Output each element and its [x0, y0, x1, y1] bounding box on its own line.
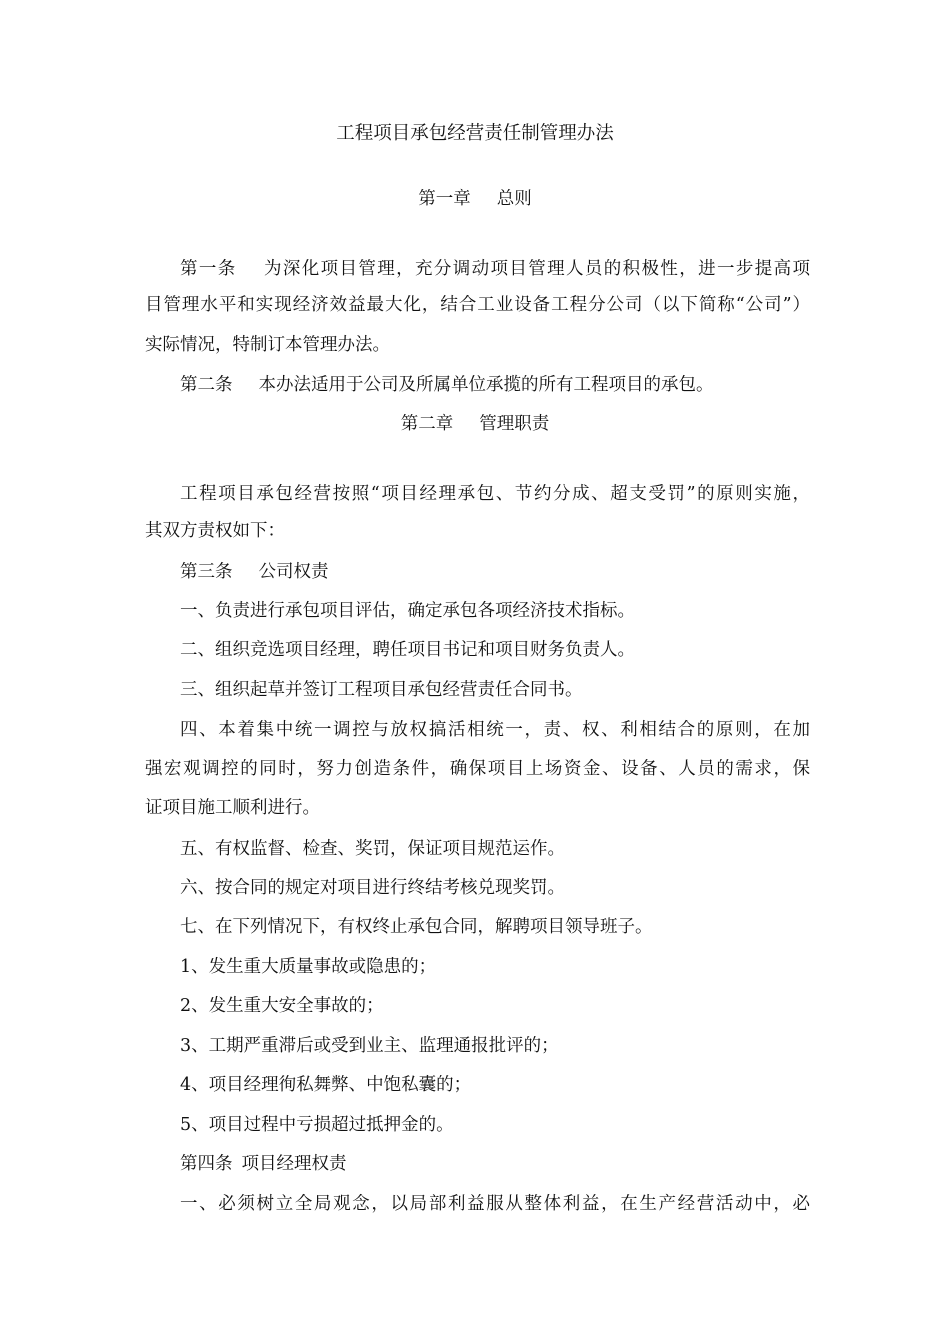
- article-3-name: 公司权责: [258, 562, 329, 582]
- intro-line-1: 工程项目承包经营按照“项目经理承包、节约分成、超支受罚”的原则实施，: [180, 484, 810, 504]
- condition-4: 4、项目经理徇私舞弊、中饱私囊的；: [180, 1075, 472, 1095]
- article-1-line-1: 第一条 为深化项目管理，充分调动项目管理人员的积极性，进一步提高项: [180, 259, 810, 279]
- condition-3: 3、工期严重滞后或受到业主、监理通报批评的；: [180, 1036, 559, 1056]
- condition-2: 2、发生重大安全事故的；: [180, 996, 384, 1016]
- article-3-item-2: 二、组织竞选项目经理，聘任项目书记和项目财务负责人。: [180, 640, 635, 660]
- condition-5: 5、项目过程中亏损超过抵押金的。: [180, 1115, 454, 1135]
- intro-line-2: 其双方责权如下：: [145, 521, 285, 541]
- article-3-item-4-line-1: 四、本着集中统一调控与放权搞活相统一，责、权、利相结合的原则，在加: [180, 720, 810, 740]
- article-3-item-6: 六、按合同的规定对项目进行终结考核兑现奖罚。: [180, 878, 565, 898]
- article-4-name: 项目经理权责: [241, 1154, 347, 1174]
- article-3-item-4-line-2: 强宏观调控的同时，努力创造条件，确保项目上场资金、设备、人员的需求，保: [145, 759, 810, 779]
- chapter-1-name: 总则: [496, 189, 532, 209]
- article-3-label: 第三条: [180, 562, 233, 582]
- article-4-item-1-line-1: 一、必须树立全局观念，以局部利益服从整体利益，在生产经营活动中，必: [180, 1194, 810, 1214]
- chapter-2-label: 第二章: [400, 414, 454, 434]
- article-1-label: 第一条: [180, 259, 237, 279]
- chapter-1-heading: [0, 186, 950, 212]
- article-3-item-3: 三、组织起草并签订工程项目承包经营责任合同书。: [180, 680, 583, 700]
- article-3-item-4-line-3: 证项目施工顺利进行。: [145, 798, 320, 818]
- article-1-line-2: 目管理水平和实现经济效益最大化，结合工业设备工程分公司（以下简称“公司”）: [145, 295, 810, 315]
- article-4-label: 第四条: [180, 1154, 233, 1174]
- chapter-2-heading: [0, 411, 950, 437]
- article-4-heading: [180, 1151, 810, 1177]
- document-title: 工程项目承包经营责任制管理办法: [336, 123, 614, 144]
- article-3-item-5: 五、有权监督、检查、奖罚，保证项目规范运作。: [180, 839, 565, 859]
- article-3-item-1: 一、负责进行承包项目评估，确定承包各项经济技术指标。: [180, 601, 635, 621]
- article-2: 第二条 本办法适用于公司及所属单位承揽的所有工程项目的承包。: [180, 375, 714, 395]
- article-3-item-7: 七、在下列情况下，有权终止承包合同，解聘项目领导班子。: [180, 917, 653, 937]
- condition-1: 1、发生重大质量事故或隐患的；: [180, 957, 437, 977]
- article-3-heading: [180, 559, 810, 585]
- chapter-2-name: 管理职责: [479, 414, 550, 434]
- chapter-1-label: 第一章: [418, 189, 471, 209]
- article-1-line-3: 实际情况，特制订本管理办法。: [145, 335, 390, 355]
- article-2-label: 第二条: [180, 375, 233, 395]
